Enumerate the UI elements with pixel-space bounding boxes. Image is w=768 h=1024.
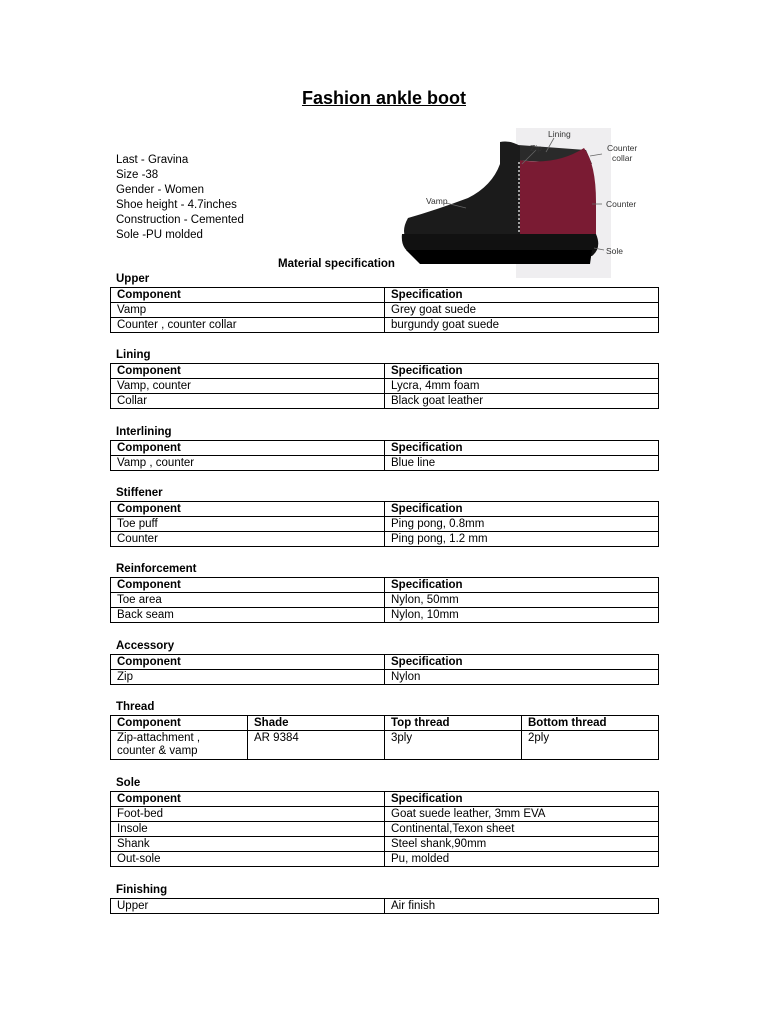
cell-component: Upper <box>111 899 385 914</box>
cell-component: Out-sole <box>111 852 385 867</box>
section-title: Lining <box>116 349 151 361</box>
header-component: Component <box>111 792 385 807</box>
cell-spec: Lycra, 4mm foam <box>385 379 659 394</box>
table-row <box>111 379 659 394</box>
header-component: Component <box>111 578 385 593</box>
interlining-table <box>110 440 659 471</box>
label-vamp: Vamp <box>426 196 448 206</box>
table-header-row <box>111 502 659 517</box>
section-lining <box>110 348 658 409</box>
cell-component: Counter <box>111 532 385 547</box>
sole-tread <box>406 250 592 264</box>
spec-last: Last - Gravina <box>116 154 189 166</box>
cell-spec: Ping pong, 0.8mm <box>385 517 659 532</box>
cell-component: Back seam <box>111 608 385 623</box>
section-sole <box>110 776 658 867</box>
header-component: Component <box>111 502 385 517</box>
cell-spec: Nylon, 10mm <box>385 608 659 623</box>
table-row <box>111 318 659 333</box>
table-row <box>111 837 659 852</box>
cell-spec: Pu, molded <box>385 852 659 867</box>
boot-specs <box>116 153 244 243</box>
cell-component: Foot-bed <box>111 807 385 822</box>
section-upper <box>110 272 658 333</box>
table-row <box>111 303 659 318</box>
spec-size: Size -38 <box>116 169 159 181</box>
table-header-row <box>111 288 659 303</box>
sole-table <box>110 791 659 867</box>
upper-table <box>110 287 659 333</box>
section-title: Stiffener <box>116 487 163 499</box>
cell-shade: AR 9384 <box>248 731 385 760</box>
spec-construction: Construction - Cemented <box>116 214 244 226</box>
section-finishing <box>110 883 658 914</box>
section-title: Finishing <box>116 884 168 896</box>
header-component: Component <box>111 716 248 731</box>
cell-spec: Blue line <box>385 456 659 471</box>
cell-spec: Steel shank,90mm <box>385 837 659 852</box>
cell-component: Zip <box>111 670 385 685</box>
cell-component: Collar <box>111 394 385 409</box>
section-title: Upper <box>116 273 150 285</box>
header-component: Component <box>111 364 385 379</box>
cell-component: Shank <box>111 837 385 852</box>
cell-spec: Continental,Texon sheet <box>385 822 659 837</box>
cell-component: Vamp <box>111 303 385 318</box>
cell-component: Toe area <box>111 593 385 608</box>
section-interlining <box>110 425 658 471</box>
header-specification: Specification <box>385 364 659 379</box>
thread-table <box>110 715 659 760</box>
section-title: Sole <box>116 777 141 789</box>
section-thread <box>110 700 658 760</box>
vamp-shape <box>404 142 520 243</box>
cell-component: Vamp , counter <box>111 456 385 471</box>
label-counter-collar-2: collar <box>612 153 633 163</box>
header-specification: Specification <box>385 502 659 517</box>
cell-component: Insole <box>111 822 385 837</box>
lining-table <box>110 363 659 409</box>
table-row <box>111 394 659 409</box>
section-accessory <box>110 639 658 685</box>
cell-bottom-thread: 2ply <box>522 731 659 760</box>
table-row <box>111 731 659 760</box>
accessory-table <box>110 654 659 685</box>
header-top-thread: Top thread <box>385 716 522 731</box>
cell-spec: Grey goat suede <box>385 303 659 318</box>
cell-spec: Ping pong, 1.2 mm <box>385 532 659 547</box>
table-row <box>111 899 659 914</box>
cell-spec: Air finish <box>385 899 659 914</box>
section-title: Thread <box>116 701 155 713</box>
cell-spec: burgundy goat suede <box>385 318 659 333</box>
cell-component: Zip-attachment , counter & vamp <box>111 731 248 760</box>
boot-diagram <box>396 124 642 282</box>
spec-gender: Gender - Women <box>116 184 204 196</box>
table-row <box>111 608 659 623</box>
header-specification: Specification <box>385 792 659 807</box>
table-header-row <box>111 364 659 379</box>
stiffener-table <box>110 501 659 547</box>
cell-spec: Nylon <box>385 670 659 685</box>
section-title: Interlining <box>116 426 172 438</box>
table-header-row <box>111 578 659 593</box>
finishing-table <box>110 898 659 914</box>
cell-component: Vamp, counter <box>111 379 385 394</box>
table-row <box>111 456 659 471</box>
counter-shape <box>516 148 596 242</box>
header-specification: Specification <box>385 288 659 303</box>
header-specification: Specification <box>385 441 659 456</box>
cell-spec: Goat suede leather, 3mm EVA <box>385 807 659 822</box>
cell-component: Toe puff <box>111 517 385 532</box>
table-header-row <box>111 441 659 456</box>
cell-spec: Black goat leather <box>385 394 659 409</box>
spec-shoe-height: Shoe height - 4.7inches <box>116 199 237 211</box>
table-row <box>111 852 659 867</box>
table-header-row <box>111 655 659 670</box>
label-lining: Lining <box>548 129 571 139</box>
section-title: Accessory <box>116 640 175 652</box>
cell-component: Counter , counter collar <box>111 318 385 333</box>
reinforcement-table <box>110 577 659 623</box>
table-header-row <box>111 792 659 807</box>
table-row <box>111 807 659 822</box>
spec-sole: Sole -PU molded <box>116 229 203 241</box>
table-row <box>111 593 659 608</box>
section-title: Reinforcement <box>116 563 197 575</box>
cell-spec: Nylon, 50mm <box>385 593 659 608</box>
material-spec-title: Material specification <box>278 258 395 270</box>
header-bottom-thread: Bottom thread <box>522 716 659 731</box>
header-component: Component <box>111 655 385 670</box>
label-sole: Sole <box>606 246 624 256</box>
table-row <box>111 822 659 837</box>
table-row <box>111 532 659 547</box>
header-component: Component <box>111 441 385 456</box>
cell-top-thread: 3ply <box>385 731 522 760</box>
label-zip: Zip <box>530 143 542 153</box>
header-specification: Specification <box>385 578 659 593</box>
label-counter: Counter <box>606 199 637 209</box>
section-stiffener <box>110 486 658 547</box>
table-header-row <box>111 716 659 731</box>
header-specification: Specification <box>385 655 659 670</box>
header-component: Component <box>111 288 385 303</box>
table-row <box>111 517 659 532</box>
label-counter-collar-1: Counter <box>607 143 638 153</box>
header-shade: Shade <box>248 716 385 731</box>
table-row <box>111 670 659 685</box>
section-reinforcement <box>110 562 658 623</box>
document-title: Fashion ankle boot <box>301 88 466 108</box>
